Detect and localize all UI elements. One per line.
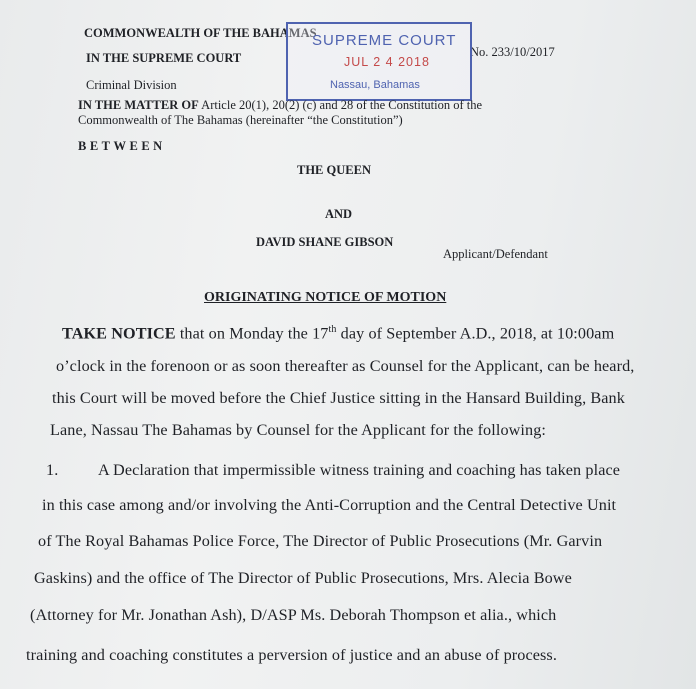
between-label: BETWEEN xyxy=(78,139,166,153)
notice-line-4: Lane, Nassau The Bahamas by Counsel for the Applicant for the following: xyxy=(50,421,547,439)
item-1-line-4: Gaskins) and the office of The Director of Public Prosecutions, Mrs. Alecia Bowe xyxy=(34,569,572,587)
plaintiff-name: THE QUEEN xyxy=(297,163,371,177)
matter-lead: IN THE MATTER OF xyxy=(78,98,199,112)
court-filing-stamp xyxy=(286,22,472,101)
notice-text-1b: day of September A.D., 2018, at 10:00am xyxy=(336,324,615,343)
notice-lead: TAKE NOTICE xyxy=(62,324,176,343)
item-1-line-1: A Declaration that impermissible witness training and coaching has taken place xyxy=(98,461,621,479)
document-title: ORIGINATING NOTICE OF MOTION xyxy=(204,290,447,305)
item-1-line-5: (Attorney for Mr. Jonathan Ash), D/ASP Ms. Deborah Thompson et alia., which xyxy=(30,606,557,624)
stamp-court-name: SUPREME COURT xyxy=(312,32,457,49)
court-heading: IN THE SUPREME COURT xyxy=(86,51,242,65)
item-1-number: 1. xyxy=(46,461,59,479)
and-label: AND xyxy=(325,207,353,221)
item-1-line-6: training and coaching constitutes a perversion of justice and an abuse of process. xyxy=(26,646,557,664)
notice-superscript: th xyxy=(328,324,337,335)
notice-line-3: this Court will be moved before the Chief Justice sitting in the Hansard Building, Bank xyxy=(52,389,625,407)
matter-line-1 xyxy=(78,98,482,113)
notice-line-1 xyxy=(62,324,614,343)
stamp-date: JUL 2 4 2018 xyxy=(344,55,430,69)
matter-text-1: Article 20(1), 20(2) (c) and 28 of the Constitution of the xyxy=(198,98,483,112)
division-label: Criminal Division xyxy=(86,78,177,92)
item-1-line-2: in this case among and/or involving the Anti-Corruption and the Central Detective Unit xyxy=(42,496,617,514)
notice-line-2: o’clock in the forenoon or as soon thereafter as Counsel for the Applicant, can be heard, xyxy=(56,357,635,375)
defendant-role: Applicant/Defendant xyxy=(443,247,548,261)
stamp-place: Nassau, Bahamas xyxy=(330,79,420,91)
case-number: No. 233/10/2017 xyxy=(470,45,555,59)
matter-line-2: Commonwealth of The Bahamas (hereinafter “the Constitution”) xyxy=(78,113,403,127)
item-1-line-3: of The Royal Bahamas Police Force, The Director of Public Prosecutions (Mr. Garvin xyxy=(38,532,603,550)
commonwealth-heading: COMMONWEALTH OF THE BAHAMAS xyxy=(84,26,317,40)
notice-text-1a: that on Monday the 17 xyxy=(175,324,329,343)
defendant-name: DAVID SHANE GIBSON xyxy=(256,235,394,249)
